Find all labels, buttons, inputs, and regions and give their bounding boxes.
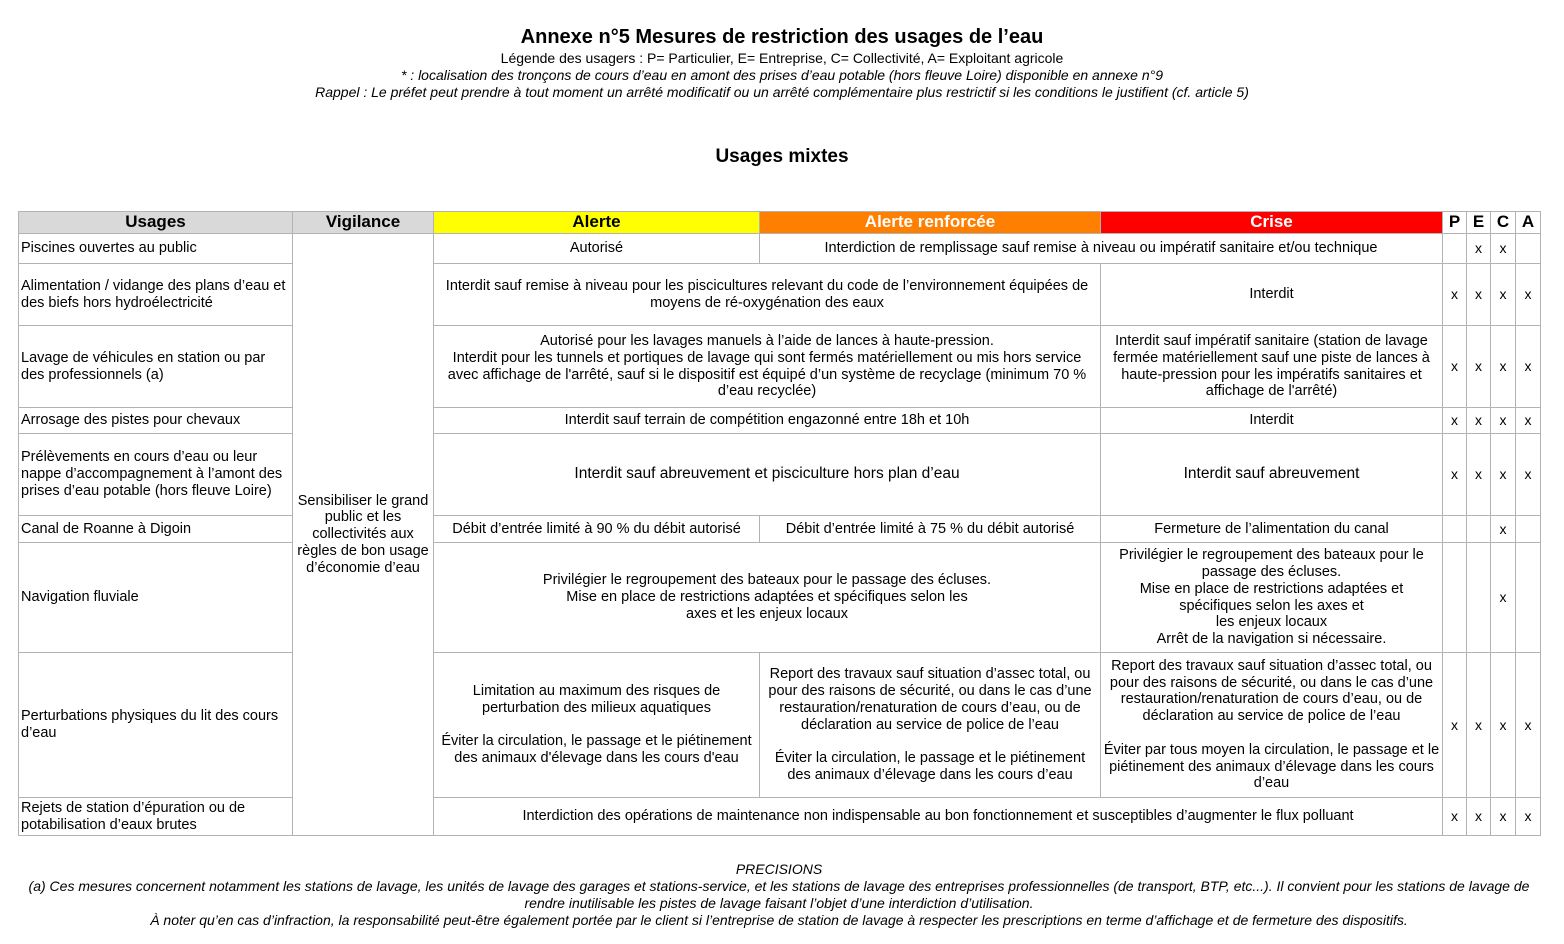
p-cell: x	[1443, 408, 1467, 434]
crise-cell: Fermeture de l’alimentation du canal	[1101, 516, 1443, 543]
crise-cell: Interdit	[1101, 264, 1443, 326]
p-cell	[1443, 234, 1467, 264]
precisions-heading: PRECISIONS	[735, 861, 823, 877]
crise-cell: Report des travaux sauf situation d’assec total, ou pour des raisons de sécurité, ou dans le cas d’une restauration/renaturation de cours d’eau, ou de déclaration au service de police de l’eau Éviter par tous moyen la circulation, le passage et le piétinement des animaux d’élevage dans les cours d’eau	[1101, 653, 1443, 798]
alerte-renforcee-cell: Interdit sauf terrain de compétition engazonné entre 18h et 10h	[434, 408, 1101, 434]
crise-cell: Interdit sauf abreuvement	[1101, 434, 1443, 516]
a-cell	[1516, 516, 1541, 543]
usage-cell: Arrosage des pistes pour chevaux	[19, 408, 293, 434]
header-c: C	[1491, 212, 1516, 234]
header-p: P	[1443, 212, 1467, 234]
usage-cell: Canal de Roanne à Digoin	[19, 516, 293, 543]
c-cell: x	[1491, 543, 1516, 653]
a-cell: x	[1516, 798, 1541, 836]
crise-cell: Interdit	[1101, 408, 1443, 434]
document-header	[0, 24, 1564, 101]
crise-cell: Interdit sauf impératif sanitaire (station de lavage fermée matériellement sauf une piste de lances à haute-pression pour les impératifs sanitaires et affichage de l'arrêté)	[1101, 326, 1443, 408]
usage-cell: Rejets de station d’épuration ou de potabilisation d’eaux brutes	[19, 798, 293, 836]
c-cell: x	[1491, 516, 1516, 543]
p-cell: x	[1443, 264, 1467, 326]
usage-cell: Prélèvements en cours d’eau ou leur nappe d’accompagnement à l’amont des prises d’eau potable (hors fleuve Loire)	[19, 434, 293, 516]
alerte-renforcee-cell: Interdit sauf abreuvement et pisciculture hors plan d’eau	[434, 434, 1101, 516]
e-cell: x	[1467, 798, 1491, 836]
p-cell: x	[1443, 434, 1467, 516]
usage-cell: Piscines ouvertes au public	[19, 234, 293, 264]
alerte-renforcee-cell: Report des travaux sauf situation d’assec total, ou pour des raisons de sécurité, ou dans le cas d’une restauration/renaturation de cours d’eau, ou de déclaration au service de police de l’eau Éviter la circulation, le passage et le piétinement des animaux d’élevage dans les cours d’eau	[760, 653, 1101, 798]
alerte-renforcee-cell: Débit d’entrée limité à 75 % du débit autorisé	[760, 516, 1101, 543]
p-cell	[1443, 516, 1467, 543]
users-legend: Légende des usagers : P= Particulier, E= Entreprise, C= Collectivité, A= Exploitant agricole	[500, 50, 1064, 66]
table-row	[19, 264, 1541, 326]
precision-note-a: (a) Ces mesures concernent notamment les stations de lavage, les unités de lavage des garages et stations-service, et les stations de lavage des entreprises professionnelles (de transport, BTP, etc...). Il convient pour les stations de lavage de rendre inutilisable les pistes de lavage faisant l’objet d’une interdiction d’utilisation.	[28, 878, 1530, 911]
c-cell: x	[1491, 234, 1516, 264]
p-cell: x	[1443, 326, 1467, 408]
header-crise: Crise	[1101, 212, 1443, 234]
table-row	[19, 326, 1541, 408]
vigilance-cell: Sensibiliser le grand public et les collectivités aux règles de bon usage d’économie d’eau	[293, 234, 434, 836]
usage-cell: Navigation fluviale	[19, 543, 293, 653]
restriction-cell: Interdiction des opérations de maintenance non indispensable au bon fonctionnement et susceptibles d’augmenter le flux polluant	[434, 798, 1443, 836]
crise-cell: Privilégier le regroupement des bateaux pour le passage des écluses. Mise en place de restrictions adaptées et spécifiques selon les axes et les enjeux locaux Arrêt de la navigation si nécessaire.	[1101, 543, 1443, 653]
e-cell: x	[1467, 653, 1491, 798]
e-cell	[1467, 516, 1491, 543]
a-cell: x	[1516, 326, 1541, 408]
a-cell: x	[1516, 408, 1541, 434]
section-title: Usages mixtes	[715, 146, 849, 167]
page-title: Annexe n°5 Mesures de restriction des usages de l’eau	[520, 26, 1044, 48]
header-a: A	[1516, 212, 1541, 234]
usage-cell: Lavage de véhicules en station ou par des professionnels (a)	[19, 326, 293, 408]
header-usages: Usages	[19, 212, 293, 234]
p-cell: x	[1443, 798, 1467, 836]
table-row	[19, 234, 1541, 264]
header-alerte-renforcee: Alerte renforcée	[760, 212, 1101, 234]
c-cell: x	[1491, 653, 1516, 798]
alerte-cell: Autorisé	[434, 234, 760, 264]
alerte-renforcee-cell: Interdit sauf remise à niveau pour les piscicultures relevant du code de l’environnement équipées de moyens de ré-oxygénation des eaux	[434, 264, 1101, 326]
p-cell: x	[1443, 653, 1467, 798]
a-cell	[1516, 234, 1541, 264]
alerte-renforcee-cell: Autorisé pour les lavages manuels à l’aide de lances à haute-pression. Interdit pour les tunnels et portiques de lavage qui sont fermés matériellement ou mis hors service avec affichage de l'arrêté, sauf si le dispositif est équipé d’un système de recyclage (minimum 70 % d’eau recyclée)	[434, 326, 1101, 408]
c-cell: x	[1491, 408, 1516, 434]
c-cell: x	[1491, 264, 1516, 326]
a-cell	[1516, 543, 1541, 653]
precisions-footer	[28, 861, 1530, 929]
prefect-reminder: Rappel : Le préfet peut prendre à tout moment un arrêté modificatif ou un arrêté complémentaire plus restrictif si les conditions le justifient (cf. article 5)	[315, 84, 1249, 100]
usage-cell: Alimentation / vidange des plans d’eau et des biefs hors hydroélectricité	[19, 264, 293, 326]
a-cell: x	[1516, 264, 1541, 326]
alerte-cell: Limitation au maximum des risques de perturbation des milieux aquatiques Éviter la circulation, le passage et le piétinement des animaux d'élevage dans les cours d'eau	[434, 653, 760, 798]
a-cell: x	[1516, 434, 1541, 516]
e-cell: x	[1467, 234, 1491, 264]
table-row	[19, 434, 1541, 516]
restriction-cell: Interdiction de remplissage sauf remise à niveau ou impératif sanitaire et/ou technique	[760, 234, 1443, 264]
usage-cell: Perturbations physiques du lit des cours d’eau	[19, 653, 293, 798]
header-alerte: Alerte	[434, 212, 760, 234]
table-header-row	[19, 212, 1541, 234]
e-cell	[1467, 543, 1491, 653]
location-note: * : localisation des tronçons de cours d’eau en amont des prises d’eau potable (hors fleuve Loire) disponible en annexe n°9	[400, 67, 1164, 83]
c-cell: x	[1491, 434, 1516, 516]
precision-note-b: À noter qu’en cas d’infraction, la responsabilité peut-être également portée par le client si l’entreprise de station de lavage à respecter les prescriptions en terme d’affichage et de fermeture des dispositifs.	[150, 912, 1408, 928]
restrictions-table	[18, 211, 1541, 836]
table-row	[19, 543, 1541, 653]
c-cell: x	[1491, 326, 1516, 408]
table-row	[19, 408, 1541, 434]
table-row	[19, 516, 1541, 543]
e-cell: x	[1467, 326, 1491, 408]
e-cell: x	[1467, 264, 1491, 326]
a-cell: x	[1516, 653, 1541, 798]
p-cell	[1443, 543, 1467, 653]
e-cell: x	[1467, 434, 1491, 516]
c-cell: x	[1491, 798, 1516, 836]
alerte-renforcee-cell: Privilégier le regroupement des bateaux pour le passage des écluses. Mise en place de restrictions adaptées et spécifiques selon les axes et les enjeux locaux	[434, 543, 1101, 653]
header-e: E	[1467, 212, 1491, 234]
header-vigilance: Vigilance	[293, 212, 434, 234]
table-row	[19, 653, 1541, 798]
alerte-cell: Débit d’entrée limité à 90 % du débit autorisé	[434, 516, 760, 543]
e-cell: x	[1467, 408, 1491, 434]
table-row	[19, 798, 1541, 836]
